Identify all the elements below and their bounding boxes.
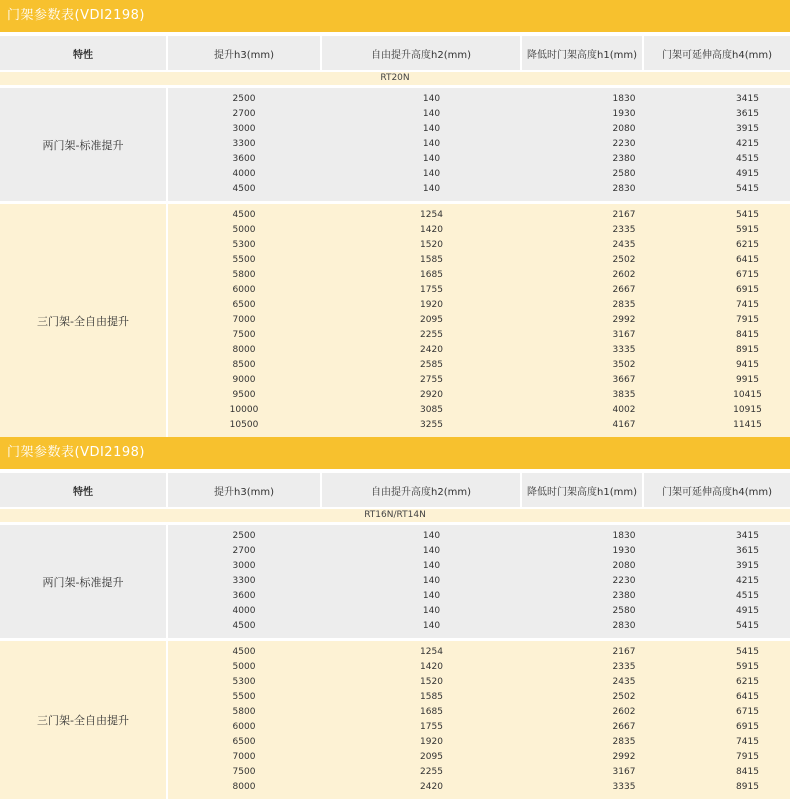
cell-lift-h3: 7000	[232, 752, 256, 762]
cell-extended-height-h4: 4915	[736, 169, 759, 179]
group-label: 两门架-标准提升	[0, 88, 166, 201]
cell-extended-height-h4: 6915	[736, 722, 759, 732]
table-row	[168, 373, 790, 388]
cell-lowered-height-h1: 2435	[612, 240, 636, 250]
table-row	[168, 529, 790, 544]
cell-free-lift-h2: 140	[422, 139, 441, 149]
cell-free-lift-h2: 1520	[420, 677, 443, 687]
cell-lowered-height-h1: 3835	[612, 390, 636, 400]
cell-extended-height-h4: 5915	[736, 662, 759, 672]
cell-lowered-height-h1: 2502	[612, 255, 636, 265]
cell-free-lift-h2: 1420	[420, 662, 443, 672]
table-row	[168, 780, 790, 795]
cell-free-lift-h2: 1585	[420, 255, 443, 265]
cell-free-lift-h2: 2755	[420, 375, 443, 385]
cell-lift-h3: 8000	[232, 345, 256, 355]
table-title: 门架参数表(VDI2198)	[0, 437, 790, 469]
cell-free-lift-h2: 1920	[420, 737, 443, 747]
table-row	[168, 765, 790, 780]
cell-lift-h3: 6000	[232, 285, 256, 295]
cell-lift-h3: 4500	[232, 647, 256, 657]
table-row	[168, 328, 790, 343]
table-row	[168, 253, 790, 268]
cell-extended-height-h4: 11415	[733, 420, 762, 430]
group-two-stage-standard	[0, 525, 790, 638]
cell-free-lift-h2: 2255	[420, 330, 443, 340]
cell-extended-height-h4: 6715	[736, 270, 759, 280]
cell-extended-height-h4: 5415	[736, 210, 759, 220]
cell-free-lift-h2: 1685	[420, 707, 443, 717]
table-header-row	[0, 473, 790, 507]
table-title: 门架参数表(VDI2198)	[0, 0, 790, 32]
cell-extended-height-h4: 5915	[736, 225, 759, 235]
table-row	[168, 283, 790, 298]
cell-lift-h3: 5300	[232, 240, 256, 250]
cell-free-lift-h2: 140	[422, 109, 441, 119]
cell-extended-height-h4: 9415	[736, 360, 759, 370]
table-row	[168, 343, 790, 358]
cell-lift-h3: 8000	[232, 782, 256, 792]
cell-free-lift-h2: 2585	[420, 360, 443, 370]
cell-lowered-height-h1: 2435	[612, 677, 636, 687]
cell-lift-h3: 10000	[229, 405, 259, 415]
cell-free-lift-h2: 1254	[420, 647, 443, 657]
cell-lift-h3: 5300	[232, 677, 256, 687]
cell-free-lift-h2: 2095	[420, 752, 443, 762]
cell-extended-height-h4: 4915	[736, 606, 759, 616]
table-row	[168, 152, 790, 167]
cell-lift-h3: 7500	[232, 767, 256, 777]
cell-extended-height-h4: 6215	[736, 240, 759, 250]
table-row	[168, 107, 790, 122]
cell-lift-h3: 5000	[232, 662, 256, 672]
cell-extended-height-h4: 6415	[736, 692, 759, 702]
cell-free-lift-h2: 140	[422, 546, 441, 556]
table-row	[168, 122, 790, 137]
cell-lowered-height-h1: 1930	[612, 109, 636, 119]
cell-lowered-height-h1: 2580	[612, 169, 636, 179]
group-label: 两门架-标准提升	[0, 525, 166, 638]
cell-lowered-height-h1: 2830	[612, 621, 636, 631]
cell-extended-height-h4: 5415	[736, 647, 759, 657]
cell-lowered-height-h1: 2602	[612, 270, 636, 280]
group-values	[168, 204, 790, 437]
cell-free-lift-h2: 1585	[420, 692, 443, 702]
table-row	[168, 660, 790, 675]
cell-lowered-height-h1: 2167	[612, 210, 636, 220]
cell-lowered-height-h1: 2502	[612, 692, 636, 702]
cell-free-lift-h2: 2920	[420, 390, 443, 400]
model-label: RT20N	[0, 72, 790, 85]
cell-free-lift-h2: 140	[422, 184, 441, 194]
cell-extended-height-h4: 3615	[736, 546, 759, 556]
cell-extended-height-h4: 4215	[736, 576, 759, 586]
group-values	[168, 525, 790, 638]
cell-extended-height-h4: 4515	[736, 154, 759, 164]
cell-lowered-height-h1: 4167	[612, 420, 636, 430]
cell-lift-h3: 3300	[232, 139, 256, 149]
cell-extended-height-h4: 10415	[733, 390, 762, 400]
cell-lowered-height-h1: 2667	[612, 722, 636, 732]
cell-free-lift-h2: 1755	[420, 285, 443, 295]
table-row	[168, 705, 790, 720]
cell-free-lift-h2: 140	[422, 606, 441, 616]
cell-lift-h3: 3600	[232, 154, 256, 164]
cell-free-lift-h2: 140	[422, 124, 441, 134]
cell-lift-h3: 5800	[232, 707, 256, 717]
cell-lift-h3: 4500	[232, 210, 256, 220]
table-row	[168, 604, 790, 619]
cell-lowered-height-h1: 1830	[612, 531, 636, 541]
cell-free-lift-h2: 3085	[420, 405, 443, 415]
cell-lift-h3: 4500	[232, 621, 256, 631]
cell-lowered-height-h1: 2335	[612, 662, 636, 672]
cell-free-lift-h2: 1254	[420, 210, 443, 220]
cell-extended-height-h4: 7415	[736, 300, 759, 310]
cell-lowered-height-h1: 2830	[612, 184, 636, 194]
cell-lift-h3: 2500	[232, 94, 256, 104]
table-header-row	[0, 36, 790, 70]
header-extended-height-h4: 门架可延伸高度h4(mm)	[644, 36, 790, 70]
cell-lift-h3: 6500	[232, 737, 256, 747]
table-row	[168, 268, 790, 283]
header-free-lift-h2: 自由提升高度h2(mm)	[322, 473, 522, 507]
cell-free-lift-h2: 1920	[420, 300, 443, 310]
cell-free-lift-h2: 1755	[420, 722, 443, 732]
group-values	[168, 641, 790, 799]
cell-lift-h3: 10500	[229, 420, 259, 430]
cell-lowered-height-h1: 3167	[612, 767, 636, 777]
cell-free-lift-h2: 140	[422, 154, 441, 164]
table-row	[168, 720, 790, 735]
table-row	[168, 544, 790, 559]
cell-free-lift-h2: 2095	[420, 315, 443, 325]
cell-lift-h3: 2700	[232, 546, 256, 556]
cell-free-lift-h2: 140	[422, 531, 441, 541]
table-row	[168, 137, 790, 152]
cell-free-lift-h2: 2420	[420, 345, 443, 355]
cell-lowered-height-h1: 2167	[612, 647, 636, 657]
cell-extended-height-h4: 8915	[736, 345, 759, 355]
cell-lowered-height-h1: 2080	[612, 561, 636, 571]
cell-extended-height-h4: 4515	[736, 591, 759, 601]
cell-lowered-height-h1: 2335	[612, 225, 636, 235]
table-row	[168, 208, 790, 223]
table-row	[168, 690, 790, 705]
cell-lowered-height-h1: 2602	[612, 707, 636, 717]
cell-extended-height-h4: 5415	[736, 621, 759, 631]
cell-lift-h3: 7000	[232, 315, 256, 325]
header-lowered-height-h1: 降低时门架高度h1(mm)	[522, 473, 644, 507]
table-row	[168, 559, 790, 574]
table-row	[168, 182, 790, 197]
header-extended-height-h4: 门架可延伸高度h4(mm)	[644, 473, 790, 507]
cell-lift-h3: 2700	[232, 109, 256, 119]
cell-extended-height-h4: 5415	[736, 184, 759, 194]
cell-lift-h3: 5500	[232, 692, 256, 702]
header-feature: 特性	[0, 36, 168, 70]
cell-lowered-height-h1: 2380	[612, 154, 636, 164]
cell-lift-h3: 5800	[232, 270, 256, 280]
cell-lowered-height-h1: 2080	[612, 124, 636, 134]
cell-free-lift-h2: 140	[422, 94, 441, 104]
cell-extended-height-h4: 7915	[736, 752, 759, 762]
table-row	[168, 645, 790, 660]
cell-lowered-height-h1: 2992	[612, 752, 636, 762]
cell-extended-height-h4: 6215	[736, 677, 759, 687]
cell-lift-h3: 5000	[232, 225, 256, 235]
cell-lift-h3: 3300	[232, 576, 256, 586]
cell-free-lift-h2: 2255	[420, 767, 443, 777]
cell-extended-height-h4: 6415	[736, 255, 759, 265]
cell-lift-h3: 4000	[232, 169, 256, 179]
cell-free-lift-h2: 1520	[420, 240, 443, 250]
cell-extended-height-h4: 10915	[733, 405, 762, 415]
cell-free-lift-h2: 140	[422, 576, 441, 586]
table-row	[168, 750, 790, 765]
table-row	[168, 223, 790, 238]
cell-lift-h3: 3600	[232, 591, 256, 601]
cell-lowered-height-h1: 2230	[612, 139, 636, 149]
cell-lowered-height-h1: 2992	[612, 315, 636, 325]
cell-lift-h3: 4500	[232, 184, 256, 194]
table-row	[168, 388, 790, 403]
cell-extended-height-h4: 4215	[736, 139, 759, 149]
header-lowered-height-h1: 降低时门架高度h1(mm)	[522, 36, 644, 70]
cell-lowered-height-h1: 3167	[612, 330, 636, 340]
cell-free-lift-h2: 140	[422, 561, 441, 571]
header-free-lift-h2: 自由提升高度h2(mm)	[322, 36, 522, 70]
table-row	[168, 358, 790, 373]
cell-lowered-height-h1: 2835	[612, 300, 636, 310]
cell-extended-height-h4: 6715	[736, 707, 759, 717]
cell-extended-height-h4: 7915	[736, 315, 759, 325]
cell-lift-h3: 5500	[232, 255, 256, 265]
table-row	[168, 735, 790, 750]
cell-lowered-height-h1: 3667	[612, 375, 636, 385]
cell-lowered-height-h1: 2835	[612, 737, 636, 747]
cell-lowered-height-h1: 1930	[612, 546, 636, 556]
table-row	[168, 403, 790, 418]
group-three-stage-full-free	[0, 204, 790, 437]
table-row	[168, 313, 790, 328]
table-row	[168, 619, 790, 634]
table-row	[168, 92, 790, 107]
cell-lowered-height-h1: 1830	[612, 94, 636, 104]
cell-lowered-height-h1: 2230	[612, 576, 636, 586]
cell-extended-height-h4: 3415	[736, 94, 759, 104]
cell-extended-height-h4: 6915	[736, 285, 759, 295]
cell-free-lift-h2: 140	[422, 591, 441, 601]
table-row	[168, 574, 790, 589]
cell-lowered-height-h1: 2380	[612, 591, 636, 601]
header-lift-h3: 提升h3(mm)	[168, 36, 322, 70]
header-feature: 特性	[0, 473, 168, 507]
cell-lowered-height-h1: 4002	[612, 405, 636, 415]
cell-lowered-height-h1: 3335	[612, 345, 636, 355]
cell-free-lift-h2: 1420	[420, 225, 443, 235]
group-two-stage-standard	[0, 88, 790, 201]
group-values	[168, 88, 790, 201]
cell-extended-height-h4: 3915	[736, 561, 759, 571]
cell-lift-h3: 2500	[232, 531, 256, 541]
cell-free-lift-h2: 2420	[420, 782, 443, 792]
model-label: RT16N/RT14N	[0, 509, 790, 522]
cell-lift-h3: 3000	[232, 124, 256, 134]
cell-lift-h3: 3000	[232, 561, 256, 571]
table-row	[168, 418, 790, 433]
table-row	[168, 675, 790, 690]
cell-extended-height-h4: 3615	[736, 109, 759, 119]
cell-free-lift-h2: 140	[422, 169, 441, 179]
table-row	[168, 238, 790, 253]
cell-extended-height-h4: 7415	[736, 737, 759, 747]
cell-extended-height-h4: 8915	[736, 782, 759, 792]
cell-lift-h3: 4000	[232, 606, 256, 616]
table-row	[168, 167, 790, 182]
cell-free-lift-h2: 3255	[420, 420, 443, 430]
cell-lift-h3: 9500	[232, 390, 256, 400]
group-three-stage-full-free	[0, 641, 790, 799]
cell-extended-height-h4: 8415	[736, 767, 759, 777]
cell-lowered-height-h1: 2667	[612, 285, 636, 295]
table-row	[168, 298, 790, 313]
cell-lift-h3: 6500	[232, 300, 256, 310]
cell-lift-h3: 6000	[232, 722, 256, 732]
cell-extended-height-h4: 3415	[736, 531, 759, 541]
cell-free-lift-h2: 140	[422, 621, 441, 631]
cell-lift-h3: 7500	[232, 330, 256, 340]
cell-lowered-height-h1: 3502	[612, 360, 636, 370]
group-label: 三门架-全自由提升	[0, 204, 166, 437]
cell-extended-height-h4: 9915	[736, 375, 759, 385]
cell-lift-h3: 8500	[232, 360, 256, 370]
cell-extended-height-h4: 3915	[736, 124, 759, 134]
cell-lowered-height-h1: 3335	[612, 782, 636, 792]
header-lift-h3: 提升h3(mm)	[168, 473, 322, 507]
cell-extended-height-h4: 8415	[736, 330, 759, 340]
cell-free-lift-h2: 1685	[420, 270, 443, 280]
table-row	[168, 589, 790, 604]
group-label: 三门架-全自由提升	[0, 641, 166, 799]
mast-parameter-table-rt16n-rt14n	[0, 437, 790, 799]
cell-lift-h3: 9000	[232, 375, 256, 385]
cell-lowered-height-h1: 2580	[612, 606, 636, 616]
